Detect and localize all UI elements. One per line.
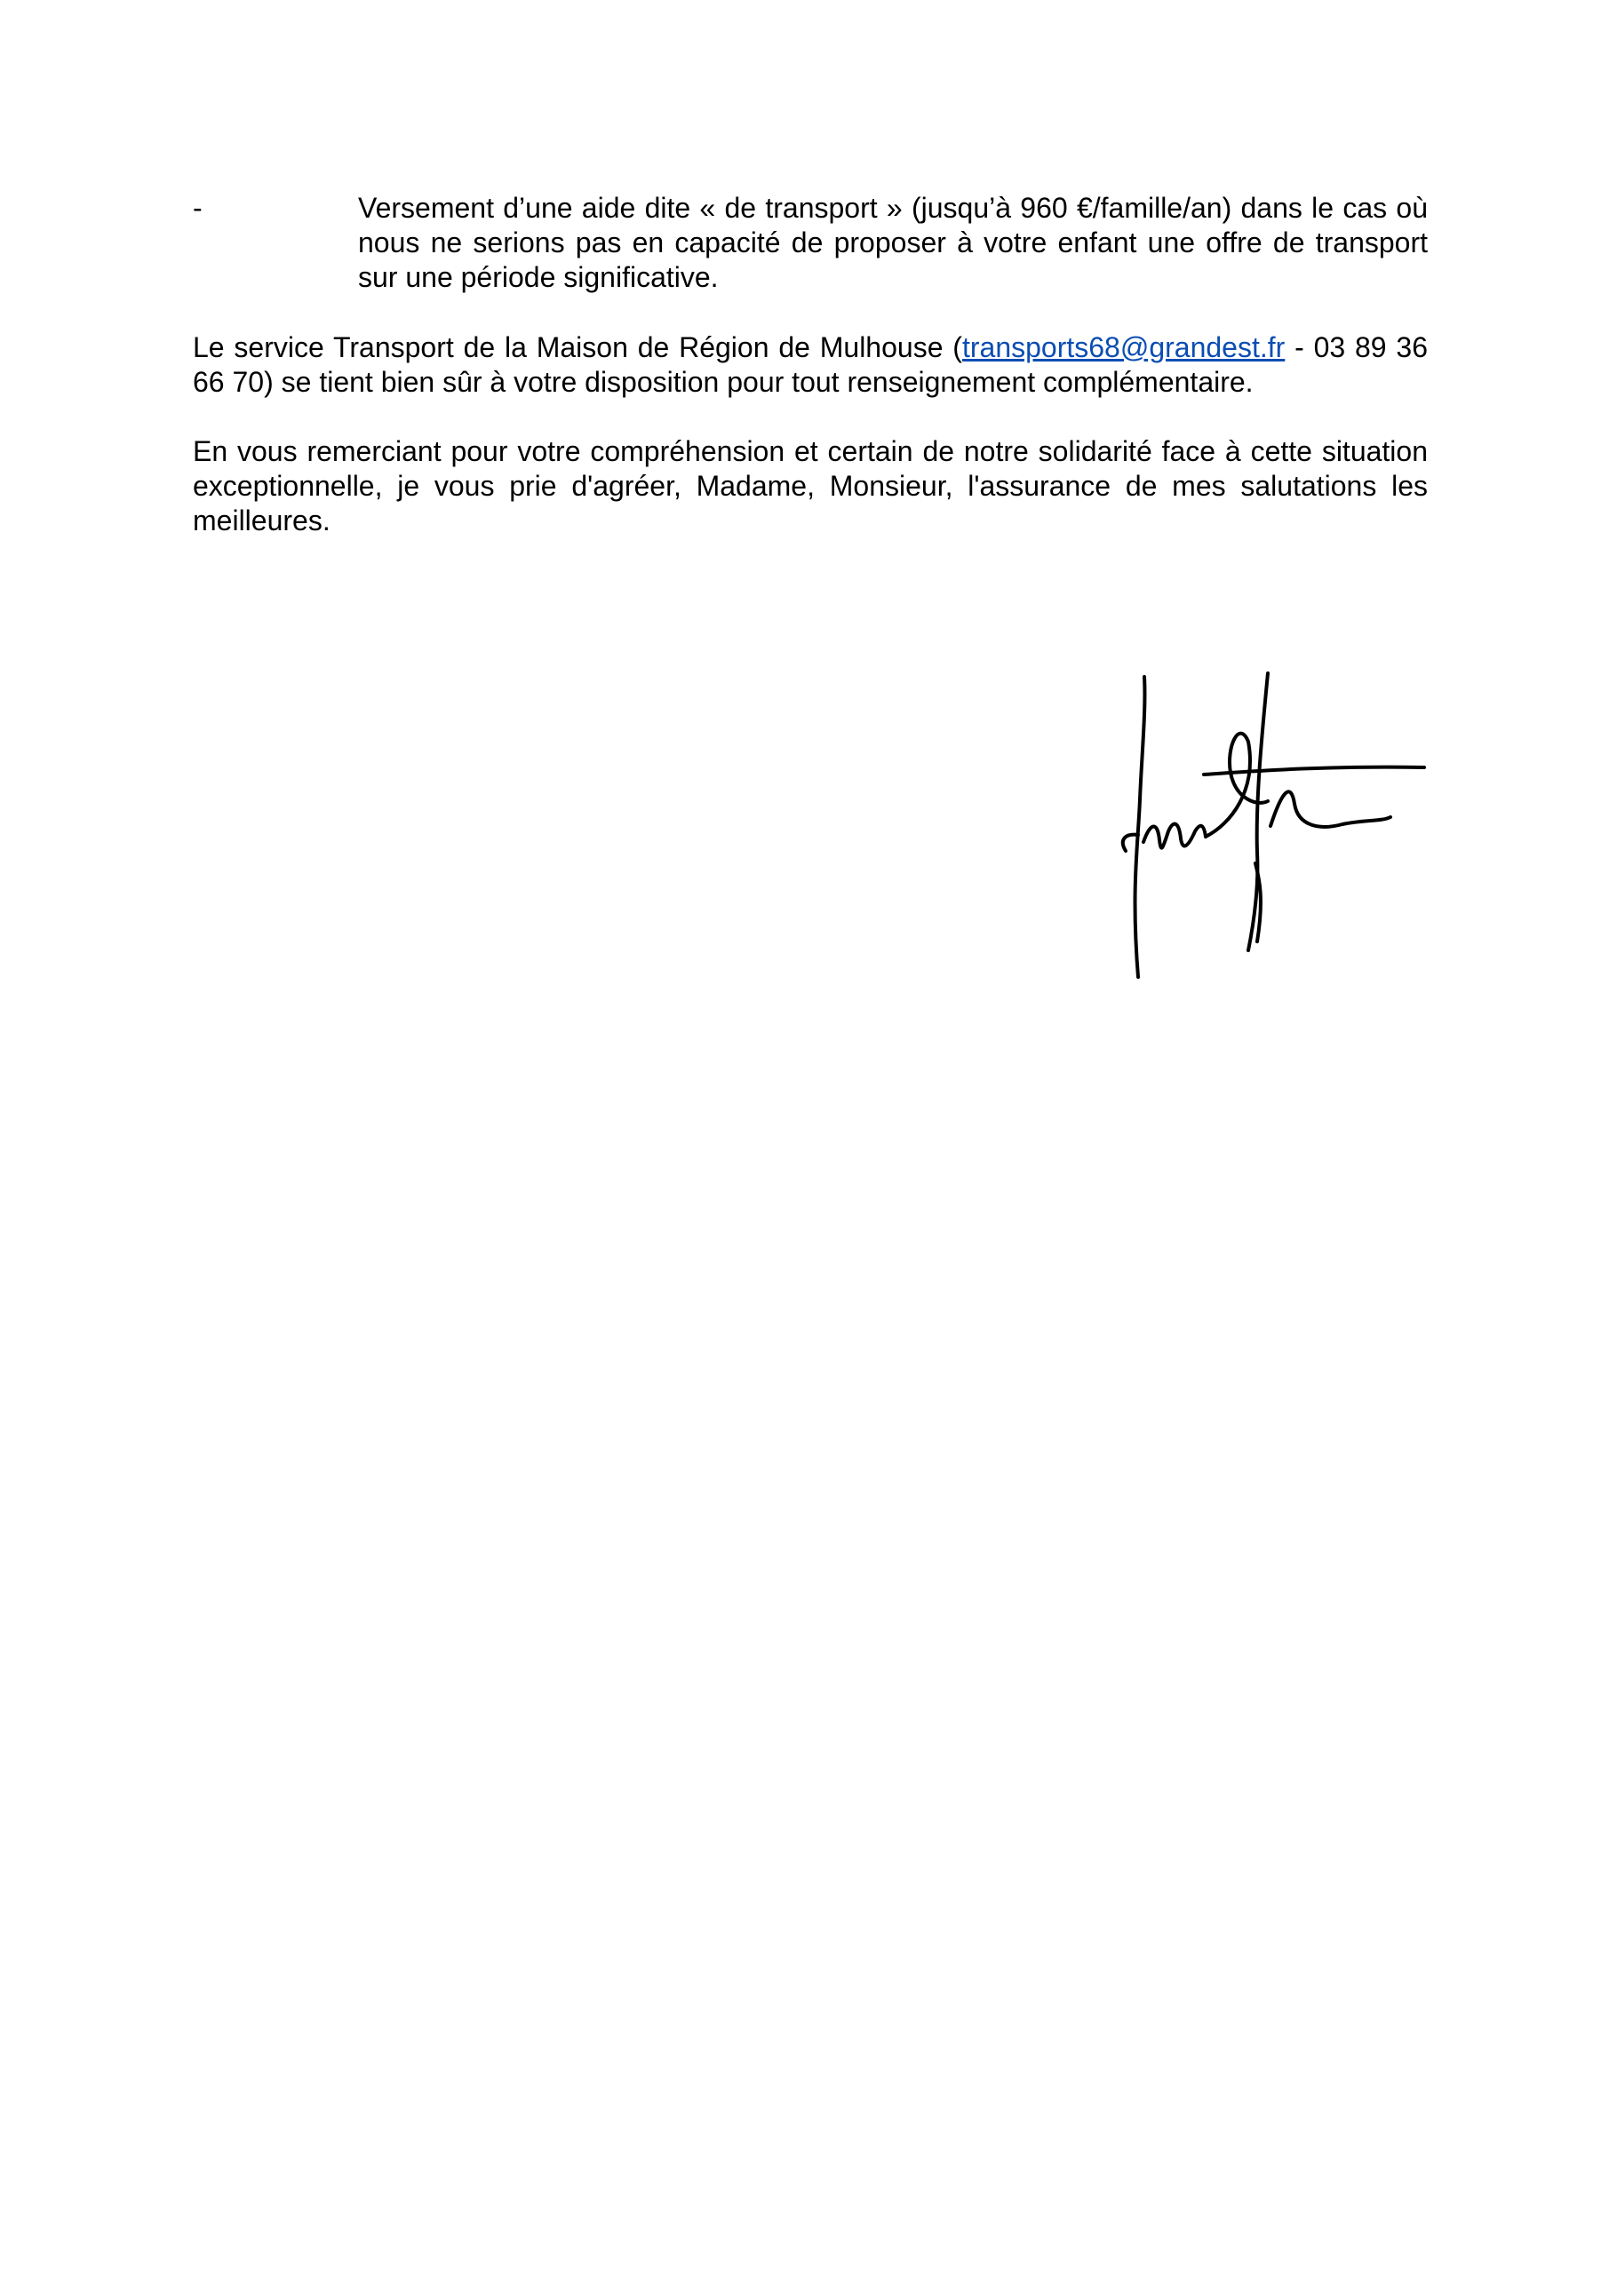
- handwritten-signature: [1106, 657, 1444, 995]
- signature-icon: [1106, 657, 1444, 995]
- contact-text-before: Le service Transport de la Maison de Région de Mulhouse (: [193, 331, 962, 363]
- email-link[interactable]: transports68@grandest.fr: [961, 331, 1286, 363]
- contact-paragraph: [193, 330, 1428, 400]
- closing-paragraph: En vous remerciant pour votre compréhension et certain de notre solidarité face à cette situation exceptionnelle, je vous prie d'agréer, Madame, Monsieur, l'assurance de mes salutations les meilleures.: [193, 435, 1428, 536]
- bullet-item-transport-aid: [193, 191, 1428, 295]
- contact-text-after: - 03 89 36 66 70) se tient bien sûr à votre disposition pour tout renseignement complémentaire.: [193, 331, 1429, 398]
- bullet-marker: -: [193, 192, 203, 224]
- bullet-text: Versement d’une aide dite « de transport » (jusqu’à 960 €/famille/an) dans le cas où nous ne serions pas en capacité de proposer à votre enfant une offre de transport sur une période significative.: [358, 192, 1428, 293]
